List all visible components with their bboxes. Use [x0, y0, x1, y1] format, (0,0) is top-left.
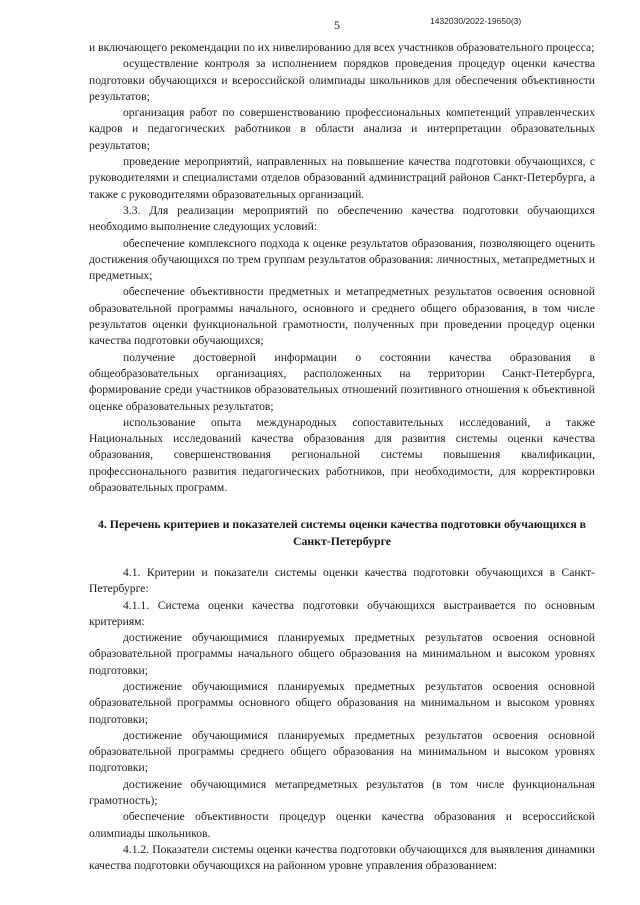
- paragraph: достижение обучающимися планируемых предметных результатов освоения основной образовательной программы основного общего образования на минимальном и высоком уровнях подготовки;: [89, 679, 595, 726]
- paragraph: достижение обучающимися метапредметных результатов (в том числе функциональная грамотность);: [89, 777, 595, 808]
- document-number: 1432030/2022-19650(3): [430, 16, 522, 26]
- paragraph: получение достоверной информации о состоянии качества образования в общеобразовательных организациях, расположенных на территории Санкт-Петербурга, формирование среди участников образовательных отношений позитивного отношения к объективной оценке образовательных результатов;: [89, 350, 595, 413]
- paragraph: 4.1.2. Показатели системы оценки качества подготовки обучающихся для выявления динамики качества подготовки обучающихся на районном уровне управления образованием:: [89, 842, 595, 873]
- section-heading: 4. Перечень критериев и показателей системы оценки качества подготовки обучающихся в Санкт-Петербурге: [97, 517, 587, 548]
- paragraph: организация работ по совершенствованию профессиональных компетенций управленческих кадров и педагогических работников в области анализа и интерпретации образовательных результатов;: [89, 106, 595, 152]
- paragraph: осуществление контроля за исполнением порядков проведения процедур оценки качества подготовки обучающихся и всероссийской олимпиады школьников для обеспечения объективности результатов;: [89, 57, 595, 103]
- paragraph: использование опыта международных сопоставительных исследований, а также Национальных исследований качества образования для развития системы оценки качества образования, совершенствования региональной системы повышения квалификации, профессионального развития педагогических работников, при необходимости, для корректировки образовательных программ.: [89, 415, 595, 495]
- paragraph: обеспечение объективности предметных и метапредметных результатов освоения основной образовательной программы начального, основного и среднего общего образования, в том числе результатов оценки функциональной грамотности, полученных при проведении процедур оценки качества подготовки обучающихся;: [89, 285, 595, 348]
- paragraph: обеспечение комплексного подхода к оценке результатов образования, позволяющего оценить достижения обучающихся по трем группам результатов образования: личностных, метапредметных и предметных;: [89, 236, 595, 283]
- paragraph: 4.1.1. Система оценки качества подготовки обучающихся выстраивается по основным критериям:: [89, 598, 595, 628]
- paragraph: достижение обучающимися планируемых предметных результатов освоения основной образовательной программы среднего общего образования на минимальном и высоком уровнях подготовки;: [89, 728, 595, 775]
- paragraph: обеспечение объективности процедур оценки качества образования и всероссийской олимпиады школьников.: [89, 810, 595, 840]
- paragraph: 4.1. Критерии и показатели системы оценки качества подготовки обучающихся в Санкт-Петербурге:: [89, 565, 595, 596]
- page-number: 5: [334, 18, 340, 32]
- paragraph: и включающего рекомендации по их нивелированию для всех участников образовательного процесса;: [89, 41, 595, 54]
- paragraph: проведение мероприятий, направленных на повышение качества подготовки обучающихся, с руководителями и специалистами отделов образований администраций районов Санкт-Петербурга, а также с руководителями образовательных организаций.: [89, 155, 595, 201]
- document-body: [89, 40, 595, 875]
- paragraph: 3.3. Для реализации мероприятий по обеспечению качества подготовки обучающихся необходимо выполнение следующих условий:: [89, 203, 595, 234]
- paragraph: достижение обучающимися планируемых предметных результатов освоения основной образовательной программы начального общего образования на минимальном и высоком уровнях подготовки;: [89, 631, 595, 677]
